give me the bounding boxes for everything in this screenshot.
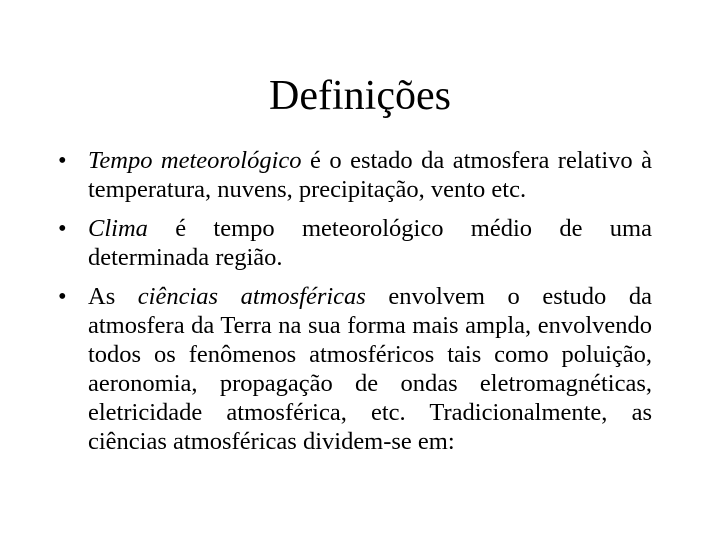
definition-text: envolvem o estudo da atmosfera da Terra na sua forma mais ampla, envolvendo todos os fenômenos atmosféricos tais como poluição, aeronomia, propagação de ondas eletromagnéticas, eletricidade atmosférica, etc. Tradicionalmente, as ciências atmosféricas dividem-se em: xyxy=(88,283,652,455)
bullet-dot-icon: • xyxy=(58,283,67,310)
bullet-dot-icon: • xyxy=(58,147,67,174)
term-tempo-meteorologico: Tempo meteorológico xyxy=(88,147,302,174)
term-ciencias-atmosfericas: ciências atmosféricas xyxy=(137,283,366,310)
bullet-item-clima xyxy=(58,214,652,272)
bullet-item-tempo xyxy=(58,146,652,204)
definition-prefix: As xyxy=(88,283,138,310)
bullet-item-ciencias xyxy=(58,282,652,456)
definition-text: é tempo meteorológico médio de uma determinada região. xyxy=(88,215,652,271)
definition-text: é o estado da atmosfera relativo à temperatura, nuvens, precipitação, vento etc. xyxy=(88,147,652,203)
slide-title: Definições xyxy=(269,73,451,119)
bullet-list xyxy=(58,146,652,466)
bullet-dot-icon: • xyxy=(58,215,67,242)
term-clima: Clima xyxy=(88,215,148,242)
